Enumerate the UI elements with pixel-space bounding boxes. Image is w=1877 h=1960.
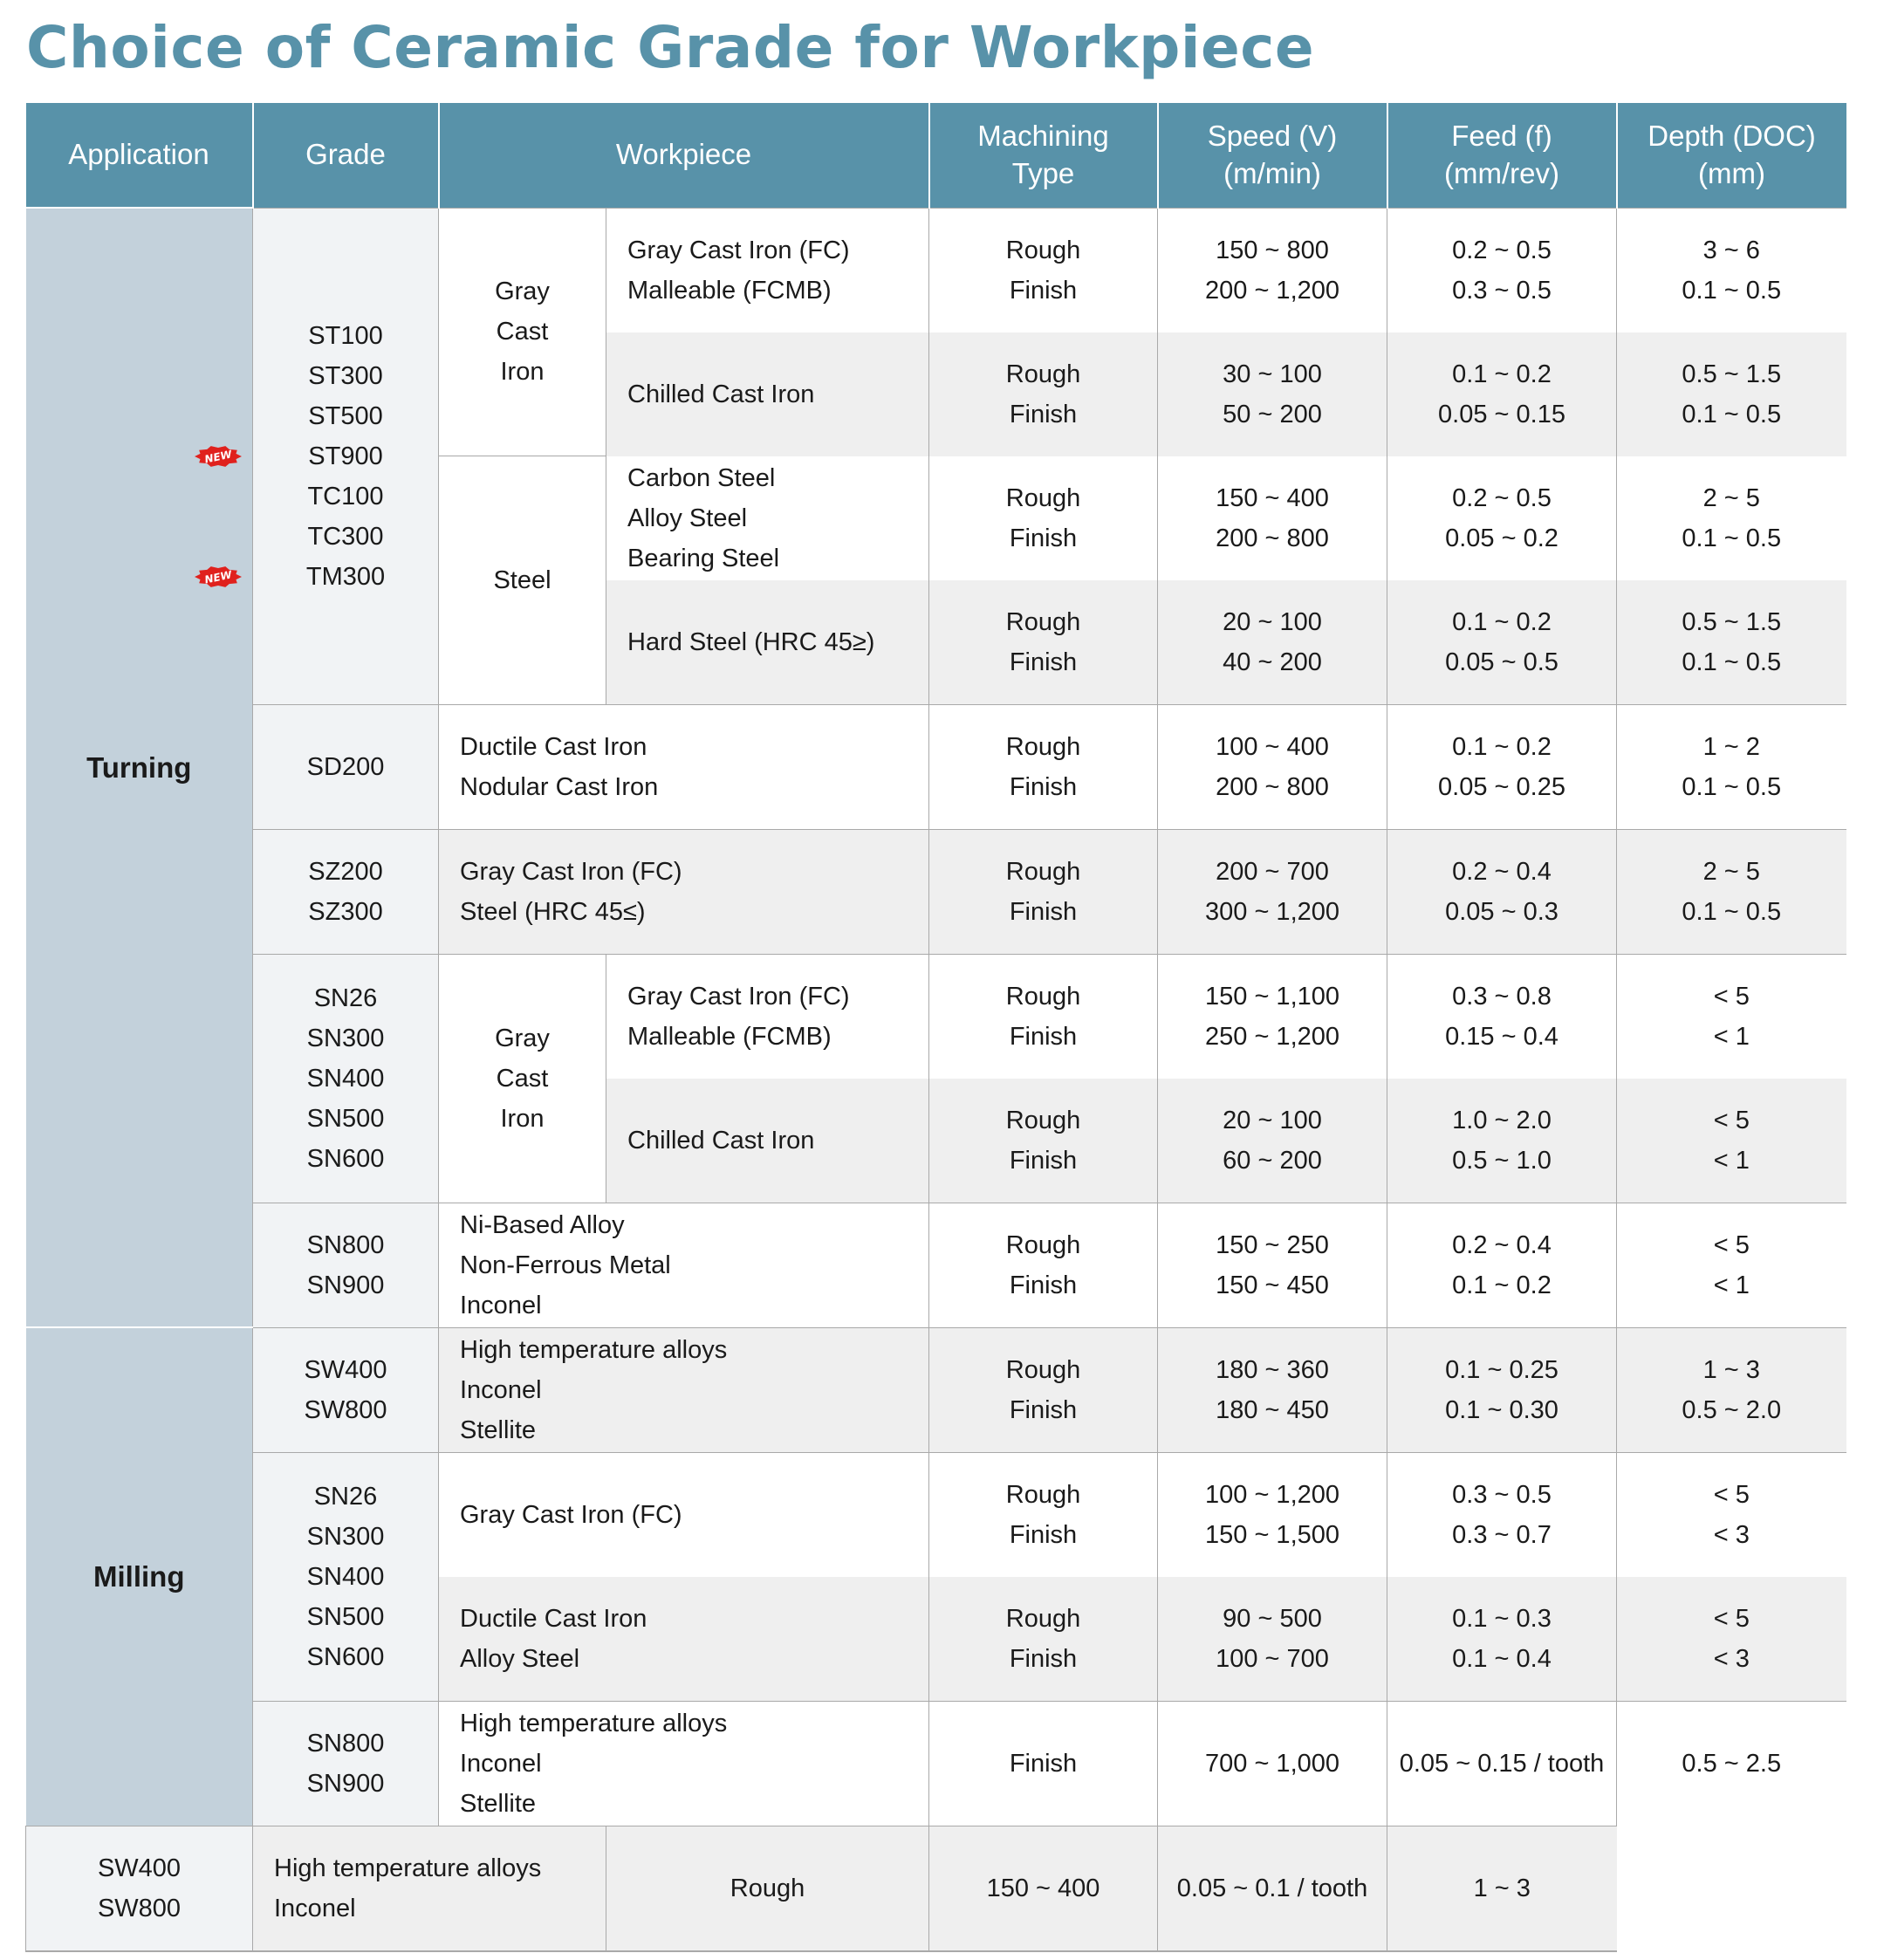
cell-line: Malleable (FCMB) <box>627 276 832 305</box>
grade-name: TC100 <box>307 482 384 511</box>
grade-name: TM300 NEW <box>253 557 438 597</box>
cell-line: < 1 <box>1713 1271 1750 1299</box>
cell-line: High temperature alloys <box>274 1854 542 1882</box>
cell-line: 0.5 ~ 1.5 <box>1682 607 1782 636</box>
cell-line: Malleable (FCMB) <box>627 1022 832 1051</box>
cell-line: Cast <box>496 318 549 346</box>
cell-line: 100 ~ 400 <box>1216 732 1329 761</box>
workpiece-cell <box>606 332 929 456</box>
depth-cell <box>1387 1826 1617 1951</box>
cell-line: 150 ~ 1,100 <box>1205 982 1340 1011</box>
depth-cell <box>1617 829 1846 954</box>
cell-line: 700 ~ 1,000 <box>1205 1749 1340 1778</box>
cell-line: Iron <box>500 358 545 387</box>
feed-cell <box>1387 332 1617 456</box>
cell-line: 0.05 ~ 0.15 / tooth <box>1399 1749 1605 1778</box>
cell-line: Rough <box>1005 857 1081 886</box>
workpiece-cell <box>606 1079 929 1203</box>
speed-cell <box>1158 332 1387 456</box>
header-machining-type: Machining Type <box>929 103 1158 208</box>
cell-line: Finish <box>1009 1022 1078 1051</box>
depth-cell <box>1617 456 1846 580</box>
cell-line: 150 ~ 250 <box>1216 1230 1329 1259</box>
depth-cell <box>1617 704 1846 829</box>
cell-line: Finish <box>1009 772 1078 801</box>
machining-type-cell <box>929 954 1158 1079</box>
material-group-cell <box>439 954 606 1203</box>
new-badge-icon <box>194 565 243 588</box>
grade-cell <box>253 704 439 829</box>
cell-line: 300 ~ 1,200 <box>1205 897 1340 926</box>
feed-cell <box>1387 954 1617 1079</box>
depth-cell <box>1617 1203 1846 1327</box>
grade-name: ST300 <box>308 361 383 390</box>
application-milling: Milling <box>26 1327 253 1826</box>
grade-name: SN900 <box>306 1769 385 1798</box>
cell-line: < 1 <box>1713 1022 1750 1051</box>
cell-line: Ductile Cast Iron <box>460 1604 647 1633</box>
grade-name: SN300 <box>306 1024 385 1052</box>
cell-line: 50 ~ 200 <box>1223 400 1322 428</box>
feed-cell <box>1158 1826 1387 1951</box>
cell-line: Cast <box>496 1064 549 1093</box>
header-depth: Depth (DOC) (mm) <box>1617 103 1846 208</box>
speed-cell <box>1158 704 1387 829</box>
depth-cell <box>1617 1577 1846 1702</box>
cell-line: 150 ~ 400 <box>1216 483 1329 512</box>
cell-line: 0.05 ~ 0.15 <box>1438 400 1565 428</box>
machining-type-cell <box>929 1577 1158 1702</box>
cell-line: Alloy Steel <box>627 504 748 532</box>
cell-line: Alloy Steel <box>460 1644 580 1673</box>
speed-cell <box>1158 1577 1387 1702</box>
table-row <box>26 829 1846 954</box>
grade-name: SN26 <box>313 1482 378 1511</box>
cell-line: 40 ~ 200 <box>1223 648 1322 676</box>
cell-line: 0.2 ~ 0.4 <box>1452 857 1552 886</box>
workpiece-cell <box>606 580 929 705</box>
cell-line: Rough <box>1005 1106 1081 1134</box>
cell-line: Rough <box>1005 982 1081 1011</box>
grade-cell <box>26 1826 253 1951</box>
cell-line: 200 ~ 800 <box>1216 772 1329 801</box>
grade-name: TC300 <box>307 522 384 551</box>
table-row <box>26 954 1846 1079</box>
grade-cell <box>253 1452 439 1701</box>
grade-name: SW800 <box>304 1395 387 1424</box>
speed-cell <box>1158 1327 1387 1452</box>
feed-cell <box>1387 456 1617 580</box>
table-row <box>26 1701 1846 1826</box>
depth-cell <box>1617 208 1846 332</box>
cell-line: Chilled Cast Iron <box>627 380 815 408</box>
cell-line: Nodular Cast Iron <box>460 772 659 801</box>
cell-line: 0.3 ~ 0.8 <box>1452 982 1552 1011</box>
cell-line: 0.5 ~ 2.5 <box>1682 1749 1782 1778</box>
grade-cell <box>253 829 439 954</box>
table-row <box>26 1826 1846 1951</box>
machining-type-cell <box>929 704 1158 829</box>
speed-cell <box>1158 829 1387 954</box>
workpiece-cell <box>439 1327 929 1452</box>
grade-name: SZ300 <box>308 897 383 926</box>
cell-line: < 5 <box>1713 1106 1750 1134</box>
header-row <box>26 103 1846 208</box>
cell-line: Rough <box>1005 1230 1081 1259</box>
cell-line: 0.1 ~ 0.25 <box>1445 1355 1558 1384</box>
cell-line: 60 ~ 200 <box>1223 1146 1322 1175</box>
speed-cell <box>1158 954 1387 1079</box>
cell-line: Inconel <box>274 1894 356 1922</box>
cell-line: 0.05 ~ 0.3 <box>1445 897 1558 926</box>
cell-line: Finish <box>1009 648 1078 676</box>
grade-name: SN400 <box>306 1562 385 1591</box>
workpiece-cell <box>439 704 929 829</box>
cell-line: Finish <box>1009 1520 1078 1549</box>
cell-line: Ductile Cast Iron <box>460 732 647 761</box>
cell-line: Finish <box>1009 1146 1078 1175</box>
grade-name: ST900 NEW <box>253 436 438 476</box>
grade-name: SD200 <box>306 752 385 781</box>
cell-line: 1 ~ 3 <box>1473 1874 1531 1902</box>
workpiece-cell <box>439 1577 929 1702</box>
grade-name: SN300 <box>306 1522 385 1551</box>
new-badge-text: NEW <box>203 447 233 466</box>
grade-cell <box>203 208 439 704</box>
cell-line: 0.2 ~ 0.5 <box>1452 236 1552 264</box>
cell-line: 0.5 ~ 1.0 <box>1452 1146 1552 1175</box>
cell-line: Non-Ferrous Metal <box>460 1251 671 1279</box>
cell-line: Steel <box>493 565 551 594</box>
depth-cell <box>1617 1327 1846 1452</box>
cell-line: 150 ~ 1,500 <box>1205 1520 1340 1549</box>
cell-line: 0.1 ~ 0.5 <box>1682 648 1782 676</box>
speed-cell <box>1158 208 1387 332</box>
cell-line: 0.1 ~ 0.2 <box>1452 732 1552 761</box>
cell-line: 0.05 ~ 0.2 <box>1445 524 1558 552</box>
cell-line: 20 ~ 100 <box>1223 607 1322 636</box>
cell-line: 30 ~ 100 <box>1223 360 1322 388</box>
cell-line: 20 ~ 100 <box>1223 1106 1322 1134</box>
cell-line: 0.1 ~ 0.5 <box>1682 400 1782 428</box>
grade-name: SN900 <box>306 1271 385 1299</box>
grade-name: SN800 <box>306 1729 385 1758</box>
cell-line: Hard Steel (HRC 45≥) <box>627 627 875 656</box>
cell-line: Gray <box>495 278 550 306</box>
header-application: Application <box>26 103 253 208</box>
cell-line: Chilled Cast Iron <box>627 1126 815 1155</box>
cell-line: Gray Cast Iron (FC) <box>627 982 850 1011</box>
machining-type-cell <box>929 1452 1158 1577</box>
grade-cell <box>253 954 439 1203</box>
cell-line: Ni-Based Alloy <box>460 1210 625 1239</box>
cell-line: 0.05 ~ 0.25 <box>1438 772 1565 801</box>
header-feed: Feed (f) (mm/rev) <box>1387 103 1617 208</box>
workpiece-cell <box>606 954 929 1079</box>
cell-line: High temperature alloys <box>460 1709 728 1737</box>
table-row <box>26 1203 1846 1327</box>
depth-cell <box>1617 1701 1846 1826</box>
grade-name: SN500 <box>306 1602 385 1631</box>
workpiece-cell <box>253 1826 606 1951</box>
depth-cell <box>1617 1079 1846 1203</box>
cell-line: Carbon Steel <box>627 463 776 492</box>
depth-cell <box>1617 1452 1846 1577</box>
cell-line: 150 ~ 400 <box>986 1874 1100 1902</box>
cell-line: 1.0 ~ 2.0 <box>1452 1106 1552 1134</box>
cell-line: < 5 <box>1713 1604 1750 1633</box>
page-title: Choice of Ceramic Grade for Workpiece <box>26 14 1315 81</box>
cell-line: Rough <box>1005 360 1081 388</box>
header-grade: Grade <box>253 103 439 208</box>
feed-cell <box>1387 1079 1617 1203</box>
cell-line: 1 ~ 3 <box>1702 1355 1760 1384</box>
cell-line: 0.2 ~ 0.4 <box>1452 1230 1552 1259</box>
cell-line: 200 ~ 700 <box>1216 857 1329 886</box>
cell-line: Rough <box>1005 607 1081 636</box>
depth-cell <box>1617 332 1846 456</box>
cell-line: 0.3 ~ 0.5 <box>1452 276 1552 305</box>
workpiece-cell <box>606 456 929 580</box>
cell-line: Rough <box>1005 1480 1081 1509</box>
cell-line: 0.05 ~ 0.1 / tooth <box>1176 1874 1368 1902</box>
cell-line: 0.1 ~ 0.5 <box>1682 772 1782 801</box>
cell-line: High temperature alloys <box>460 1335 728 1364</box>
cell-line: Finish <box>1009 1644 1078 1673</box>
cell-line: 150 ~ 800 <box>1216 236 1329 264</box>
grade-name: SW400 <box>97 1854 182 1882</box>
cell-line: Finish <box>1009 524 1078 552</box>
header-speed: Speed (V) (m/min) <box>1158 103 1387 208</box>
cell-line: Rough <box>1005 1355 1081 1384</box>
cell-line: < 5 <box>1713 1480 1750 1509</box>
speed-cell <box>1158 1452 1387 1577</box>
material-group-cell <box>439 456 606 705</box>
workpiece-cell <box>439 1701 929 1826</box>
cell-line: < 3 <box>1713 1520 1750 1549</box>
grade-name: SZ200 <box>308 857 383 886</box>
cell-line: Inconel <box>460 1749 542 1778</box>
feed-cell <box>1387 1327 1617 1452</box>
cell-line: 250 ~ 1,200 <box>1205 1022 1340 1051</box>
cell-line: 0.1 ~ 0.30 <box>1445 1395 1558 1424</box>
cell-line: Rough <box>1005 732 1081 761</box>
cell-line: 2 ~ 5 <box>1702 857 1760 886</box>
cell-line: < 5 <box>1713 1230 1750 1259</box>
grade-name: SN800 <box>306 1230 385 1259</box>
feed-cell <box>1387 1452 1617 1577</box>
cell-line: 100 ~ 1,200 <box>1205 1480 1340 1509</box>
grade-cell <box>253 1327 439 1452</box>
cell-line: Bearing Steel <box>627 544 780 572</box>
machining-type-cell <box>929 1079 1158 1203</box>
cell-line: 0.1 ~ 0.2 <box>1452 360 1552 388</box>
grade-cell <box>253 1701 439 1826</box>
grade-name: SN500 <box>306 1104 385 1133</box>
machining-type-cell <box>929 208 1158 332</box>
cell-line: Finish <box>1009 897 1078 926</box>
speed-cell <box>1158 580 1387 705</box>
workpiece-cell <box>439 1452 929 1577</box>
cell-line: 200 ~ 800 <box>1216 524 1329 552</box>
grade-name: ST500 <box>308 401 383 430</box>
grade-name: SN26 <box>313 983 378 1012</box>
table-row <box>26 704 1846 829</box>
table-row <box>26 1452 1846 1577</box>
grade-name: SN600 <box>306 1144 385 1173</box>
speed-cell <box>929 1826 1158 1951</box>
workpiece-cell <box>439 1203 929 1327</box>
grade-name: SW800 <box>97 1894 182 1922</box>
machining-type-cell <box>929 580 1158 705</box>
table-row <box>26 208 1846 332</box>
speed-cell <box>1158 1203 1387 1327</box>
cell-line: 1 ~ 2 <box>1702 732 1760 761</box>
cell-line: 0.1 ~ 0.5 <box>1682 897 1782 926</box>
cell-line: < 5 <box>1713 982 1750 1011</box>
speed-cell <box>1158 1701 1387 1826</box>
grade-name: SN400 <box>306 1064 385 1093</box>
cell-line: Steel (HRC 45≤) <box>460 897 646 926</box>
table-body <box>26 208 1846 1951</box>
new-badge-icon <box>194 445 243 468</box>
machining-type-cell <box>929 1327 1158 1452</box>
cell-line: Finish <box>1009 276 1078 305</box>
feed-cell <box>1387 1577 1617 1702</box>
cell-line: 0.1 ~ 0.3 <box>1452 1604 1552 1633</box>
cell-line: 0.3 ~ 0.5 <box>1452 1480 1552 1509</box>
machining-type-cell <box>606 1826 929 1951</box>
material-group-cell <box>439 208 606 456</box>
workpiece-cell <box>606 208 929 332</box>
machining-type-cell <box>929 332 1158 456</box>
cell-line: < 1 <box>1713 1146 1750 1175</box>
cell-line: 0.3 ~ 0.7 <box>1452 1520 1552 1549</box>
cell-line: Inconel <box>460 1375 542 1404</box>
machining-type-cell <box>929 456 1158 580</box>
cell-line: Stellite <box>460 1789 537 1818</box>
cell-line: Finish <box>1009 1271 1078 1299</box>
feed-cell <box>1387 704 1617 829</box>
feed-cell <box>1387 208 1617 332</box>
speed-cell <box>1158 456 1387 580</box>
cell-line: 100 ~ 700 <box>1216 1644 1329 1673</box>
workpiece-cell <box>439 829 929 954</box>
feed-cell <box>1387 580 1617 705</box>
cell-line: Rough <box>730 1874 805 1902</box>
depth-cell <box>1617 580 1846 705</box>
cell-line: 200 ~ 1,200 <box>1205 276 1340 305</box>
ceramic-grade-table <box>25 103 1846 1952</box>
cell-line: Gray Cast Iron (FC) <box>627 236 850 264</box>
cell-line: Iron <box>500 1104 545 1133</box>
cell-line: 150 ~ 450 <box>1216 1271 1329 1299</box>
cell-line: 0.15 ~ 0.4 <box>1445 1022 1558 1051</box>
cell-line: < 3 <box>1713 1644 1750 1673</box>
speed-cell <box>1158 1079 1387 1203</box>
cell-line: Stellite <box>460 1415 537 1444</box>
cell-line: 0.05 ~ 0.5 <box>1445 648 1558 676</box>
cell-line: Finish <box>1009 1749 1078 1778</box>
cell-line: 180 ~ 450 <box>1216 1395 1329 1424</box>
depth-cell <box>1617 954 1846 1079</box>
cell-line: Gray <box>495 1024 550 1052</box>
cell-line: 3 ~ 6 <box>1702 236 1760 264</box>
feed-cell <box>1387 1701 1617 1826</box>
table-row <box>26 1327 1846 1452</box>
cell-line: Finish <box>1009 400 1078 428</box>
cell-line: 2 ~ 5 <box>1702 483 1760 512</box>
feed-cell <box>1387 1203 1617 1327</box>
cell-line: Gray Cast Iron (FC) <box>460 1500 682 1529</box>
application-turning: Turning <box>26 208 253 1327</box>
machining-type-cell <box>929 1203 1158 1327</box>
grade-cell <box>253 1203 439 1327</box>
cell-line: Inconel <box>460 1291 542 1319</box>
cell-line: Rough <box>1005 236 1081 264</box>
cell-line: 90 ~ 500 <box>1223 1604 1322 1633</box>
cell-line: 0.5 ~ 2.0 <box>1682 1395 1782 1424</box>
cell-line: Rough <box>1005 483 1081 512</box>
grade-name: ST100 <box>308 321 383 350</box>
cell-line: 0.2 ~ 0.5 <box>1452 483 1552 512</box>
grade-name: SW400 <box>304 1355 387 1384</box>
cell-line: 0.1 ~ 0.2 <box>1452 1271 1552 1299</box>
cell-line: 0.1 ~ 0.4 <box>1452 1644 1552 1673</box>
machining-type-cell <box>929 829 1158 954</box>
cell-line: 0.1 ~ 0.2 <box>1452 607 1552 636</box>
cell-line: Finish <box>1009 1395 1078 1424</box>
cell-line: 0.1 ~ 0.5 <box>1682 524 1782 552</box>
cell-line: Rough <box>1005 1604 1081 1633</box>
grade-name: SN600 <box>306 1642 385 1671</box>
feed-cell <box>1387 829 1617 954</box>
cell-line: 180 ~ 360 <box>1216 1355 1329 1384</box>
machining-type-cell <box>929 1701 1158 1826</box>
header-workpiece: Workpiece <box>439 103 929 208</box>
cell-line: Gray Cast Iron (FC) <box>460 857 682 886</box>
cell-line: 0.5 ~ 1.5 <box>1682 360 1782 388</box>
new-badge-text: NEW <box>203 567 233 586</box>
cell-line: 0.1 ~ 0.5 <box>1682 276 1782 305</box>
